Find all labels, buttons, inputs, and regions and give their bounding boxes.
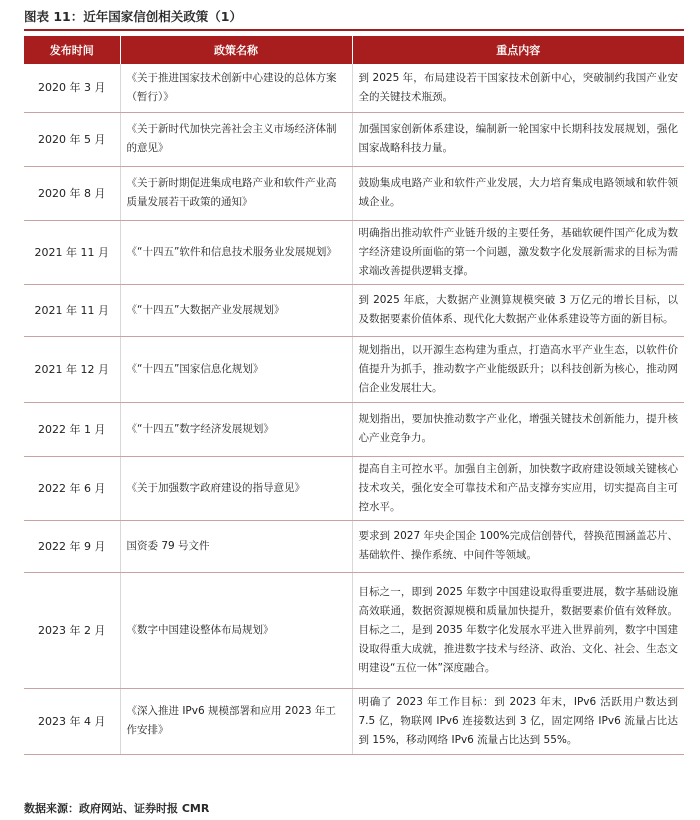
row-date: 2021 年 12 月 (24, 336, 120, 402)
row-policy-name: 《深入推进 IPv6 规模部署和应用 2023 年工作安排》 (120, 688, 352, 754)
row-date: 2021 年 11 月 (24, 220, 120, 284)
row-policy-name: 《“十四五”大数据产业发展规划》 (120, 284, 352, 336)
table-row (24, 336, 684, 402)
row-key-content: 提高自主可控水平。加强自主创新，加快数字政府建设领域关键核心技术攻关，强化安全可靠技术和产品支撑夯实应用，切实提高自主可控水平。 (352, 456, 684, 520)
table-row (24, 64, 684, 112)
data-source-note: 数据来源：政府网站、证券时报 CMR (24, 802, 210, 815)
row-key-content: 到 2025 年底，大数据产业测算规模突破 3 万亿元的增长目标，以及数据要素价值体系、现代化大数据产业体系建设等方面的新目标。 (352, 284, 684, 336)
row-key-content: 加强国家创新体系建设，编制新一轮国家中长期科技发展规划，强化国家战略科技力量。 (352, 112, 684, 166)
row-policy-name: 《关于推进国家技术创新中心建设的总体方案（暂行）》 (120, 64, 352, 112)
row-policy-name: 《“十四五”国家信息化规划》 (120, 336, 352, 402)
row-policy-name: 《“十四五”数字经济发展规划》 (120, 402, 352, 456)
row-key-content: 到 2025 年，布局建设若干国家技术创新中心，突破制约我国产业安全的关键技术瓶颈。 (352, 64, 684, 112)
row-date: 2021 年 11 月 (24, 284, 120, 336)
row-date: 2022 年 1 月 (24, 402, 120, 456)
table-row (24, 220, 684, 284)
figure-title: 图表 11：近年国家信创相关政策（1） (24, 9, 242, 24)
row-key-content: 明确指出推动软件产业链升级的主要任务，基础软硬件国产化成为数字经济建设所面临的第一个问题，激发数字化发展新需求的目标为需求端改善提供逻辑支撑。 (352, 220, 684, 284)
row-date: 2020 年 8 月 (24, 166, 120, 220)
table-row (24, 520, 684, 572)
table-row (24, 456, 684, 520)
table-row (24, 572, 684, 688)
table-row (24, 284, 684, 336)
row-date: 2023 年 2 月 (24, 572, 120, 688)
row-policy-name: 《关于新时代加快完善社会主义市场经济体制的意见》 (120, 112, 352, 166)
row-key-content: 鼓励集成电路产业和软件产业发展，大力培育集成电路领域和软件领域企业。 (352, 166, 684, 220)
row-policy-name: 国资委 79 号文件 (120, 520, 352, 572)
title-divider (24, 29, 684, 31)
header-date: 发布时间 (24, 36, 120, 64)
row-policy-name: 《关于新时期促进集成电路产业和软件产业高质量发展若干政策的通知》 (120, 166, 352, 220)
table-row (24, 166, 684, 220)
row-date: 2022 年 6 月 (24, 456, 120, 520)
row-date: 2023 年 4 月 (24, 688, 120, 754)
row-key-content: 规划指出，以开源生态构建为重点，打造高水平产业生态，以软件价值提升为抓手，推动数字产业能级跃升；以科技创新为核心，推动网信企业发展壮大。 (352, 336, 684, 402)
row-key-content: 要求到 2027 年央企国企 100%完成信创替代，替换范围涵盖芯片、基础软件、操作系统、中间件等领域。 (352, 520, 684, 572)
row-policy-name: 《数字中国建设整体布局规划》 (120, 572, 352, 688)
row-date: 2020 年 5 月 (24, 112, 120, 166)
row-policy-name: 《关于加强数字政府建设的指导意见》 (120, 456, 352, 520)
table-row (24, 112, 684, 166)
row-key-content: 目标之一，即到 2025 年数字中国建设取得重要进展，数字基础设施高效联通，数据资源规模和质量加快提升，数据要素价值有效释放。目标之二，是到 2035 年数字化发展水平进入世界前列，数字中国建设取得重大成就，推进数字技术与经济、政治、文化、社会、生态文明建设“五位一体”深度融合。 (352, 572, 684, 688)
row-policy-name: 《“十四五”软件和信息技术服务业发展规划》 (120, 220, 352, 284)
table-row (24, 688, 684, 754)
header-key-content: 重点内容 (352, 36, 684, 64)
header-policy-name: 政策名称 (120, 36, 352, 64)
row-date: 2020 年 3 月 (24, 64, 120, 112)
table-row (24, 402, 684, 456)
row-key-content: 明确了 2023 年工作目标：到 2023 年末，IPv6 活跃用户数达到 7.5 亿，物联网 IPv6 连接数达到 3 亿，固定网络 IPv6 流量占比达到 15%，移动网络 IPv6 流量占比达到 55%。 (352, 688, 684, 754)
table-header-row (24, 36, 684, 64)
row-key-content: 规划指出，要加快推动数字产业化，增强关键技术创新能力，提升核心产业竞争力。 (352, 402, 684, 456)
row-date: 2022 年 9 月 (24, 520, 120, 572)
policy-table (24, 36, 684, 755)
